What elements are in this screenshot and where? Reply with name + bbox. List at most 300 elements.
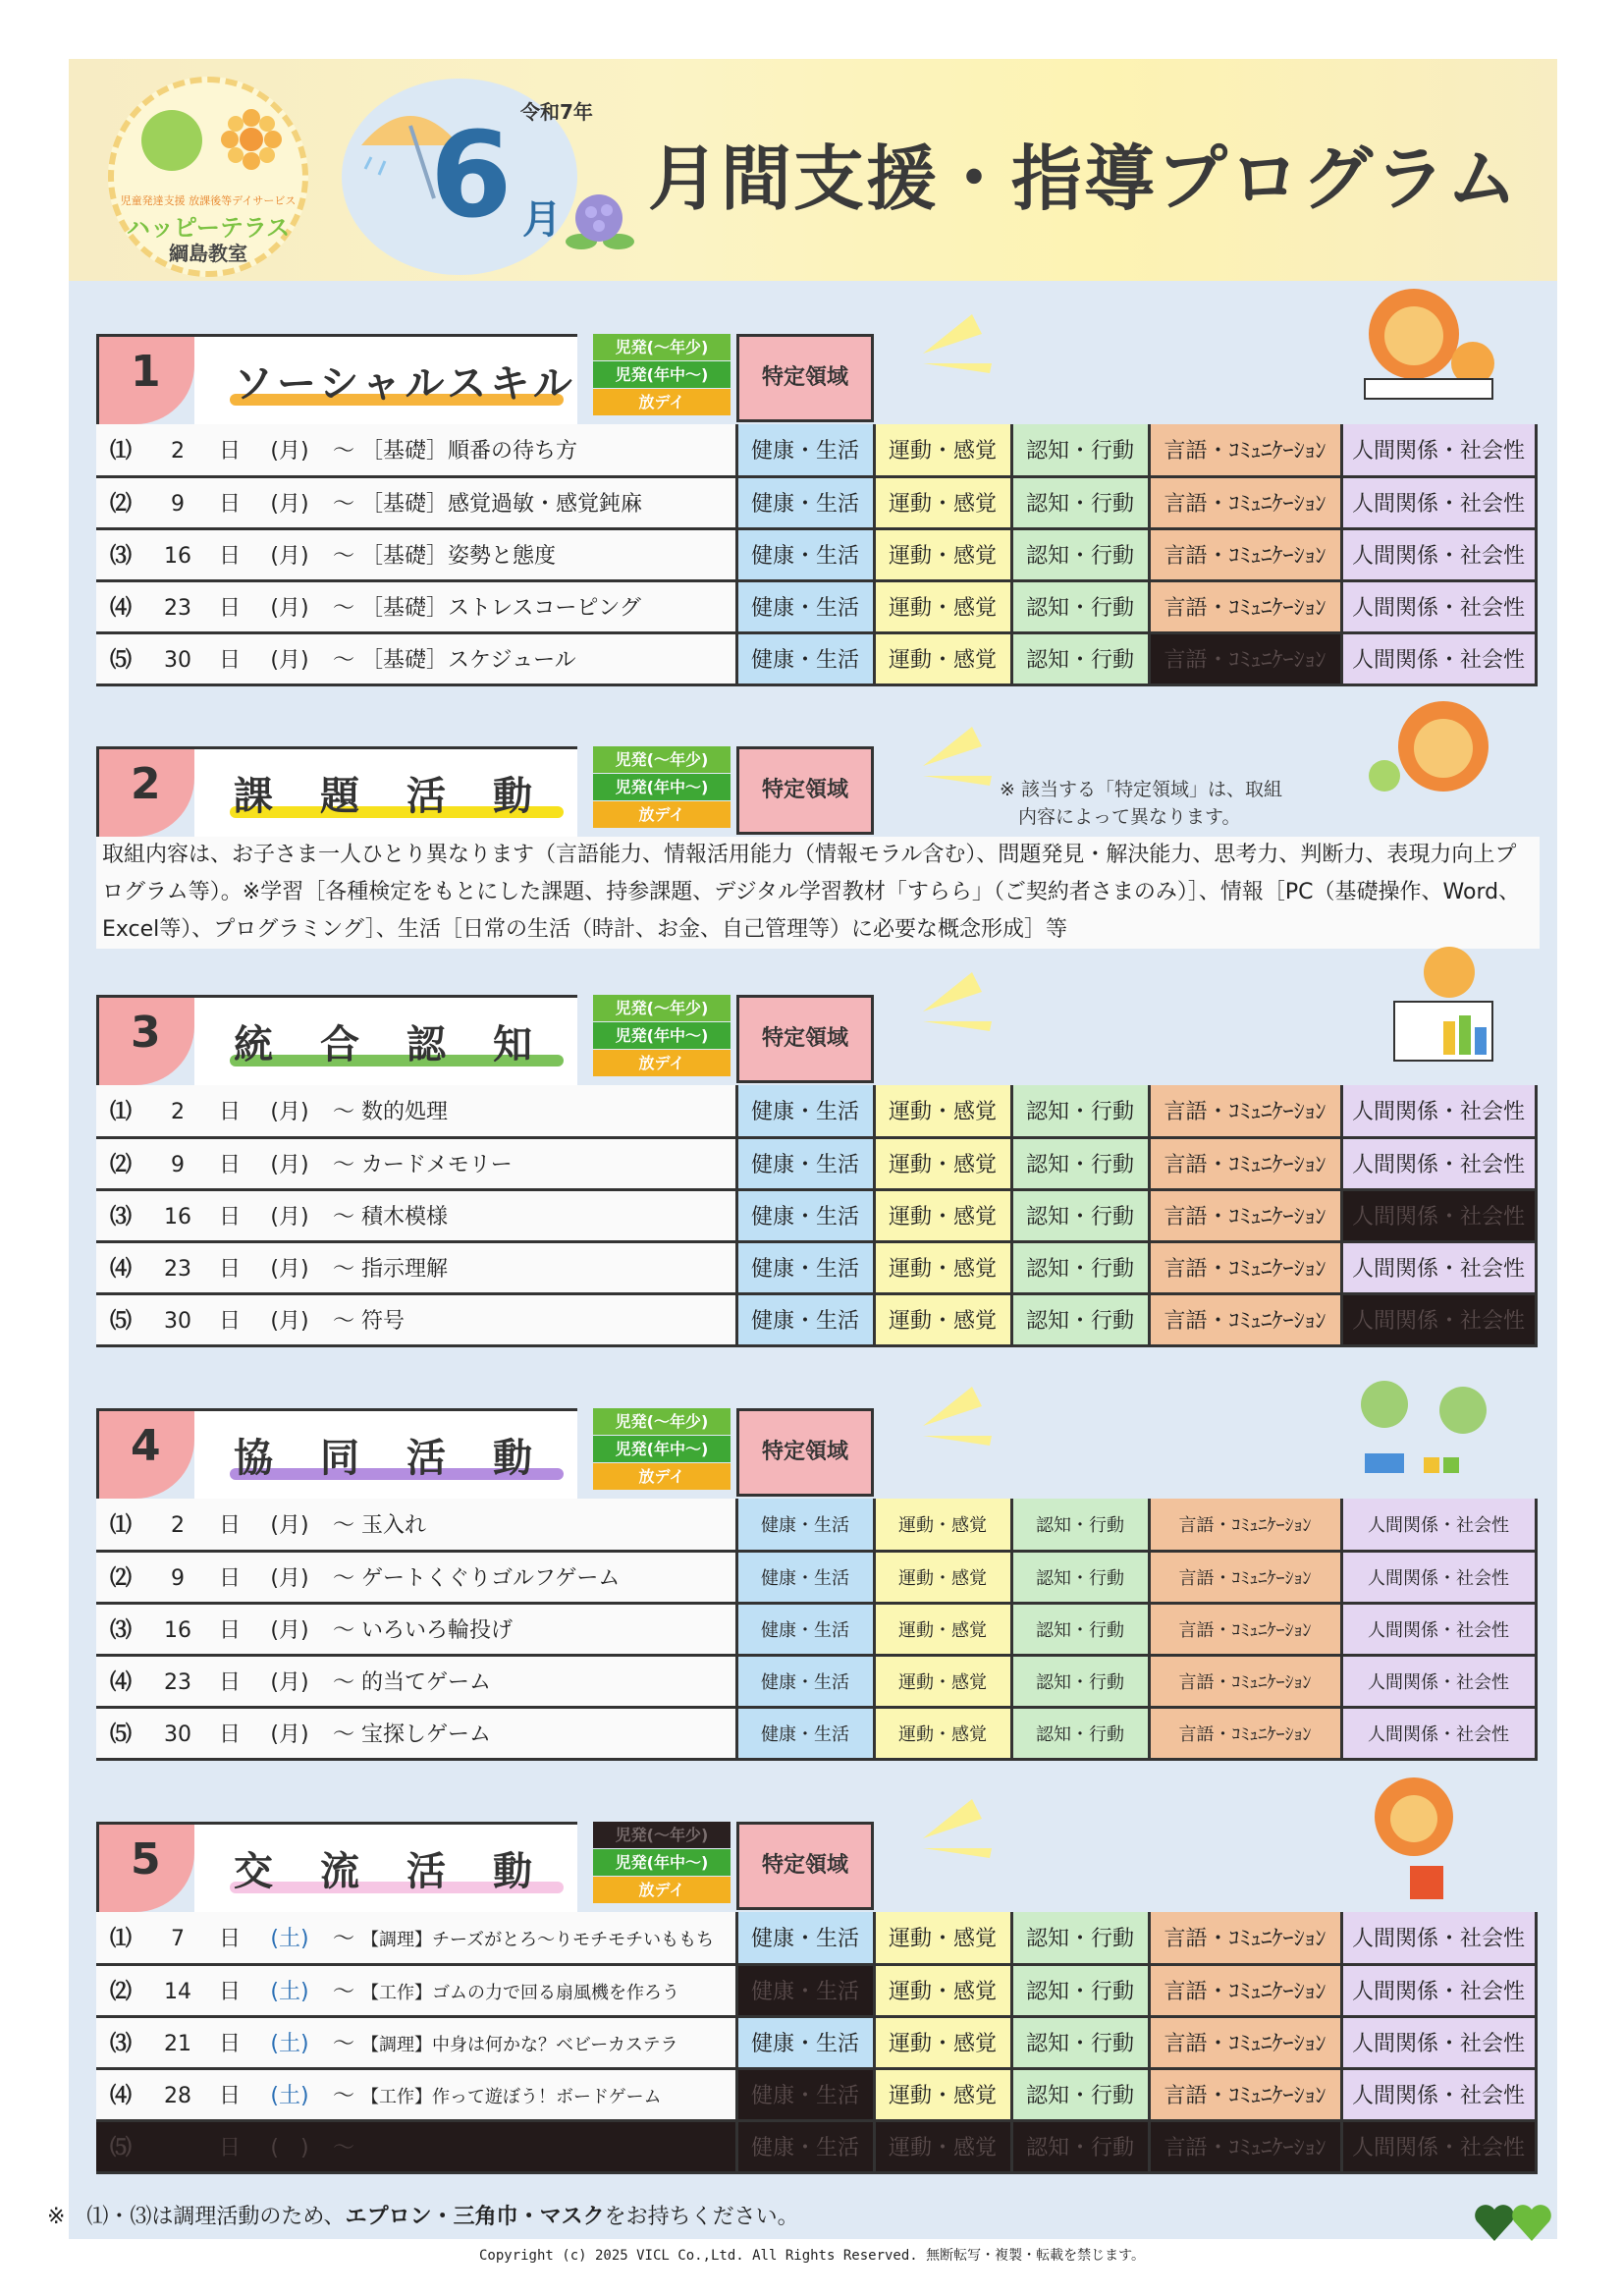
domain-cell: 健康・生活 <box>736 424 874 476</box>
sunburst-icon <box>913 304 1001 393</box>
section-title: 統 合 認 知 <box>234 1022 536 1067</box>
row-weekday: ( ) <box>270 2136 309 2160</box>
lion-cube-icon <box>1355 1768 1512 1905</box>
section-number-tab: 4 <box>96 1408 194 1499</box>
row-day: 2 <box>171 1100 185 1125</box>
smile-icon <box>141 110 202 171</box>
domain-cell: 運動・感覚 <box>874 1707 1011 1759</box>
row-day-suffix: 日 <box>218 1980 241 2004</box>
hearts-icon <box>1473 2198 1561 2247</box>
tag-jihatsu-older: 児発(年中〜) <box>593 774 731 800</box>
row-label <box>96 528 736 580</box>
row-tilde: 〜 <box>332 1513 354 1539</box>
domain-cell: 運動・感覚 <box>874 1655 1011 1707</box>
row-label <box>96 1499 736 1551</box>
row-index: ⑶ <box>110 544 133 569</box>
row-tilde: 〜 <box>332 1722 354 1747</box>
flower-icon <box>216 104 287 175</box>
age-tags <box>593 1408 731 1491</box>
row-label <box>96 580 736 632</box>
domain-cell: 認知・行動 <box>1011 2016 1149 2068</box>
domain-cell: 健康・生活 <box>736 2016 874 2068</box>
row-index: ⑷ <box>110 1257 133 1282</box>
domain-cell: 運動・感覚 <box>874 580 1011 632</box>
row-tilde: 〜 <box>332 1927 354 1952</box>
row-label <box>96 2016 736 2068</box>
row-day: 9 <box>171 1153 185 1177</box>
domain-header: 特定領域 <box>736 746 874 835</box>
domain-cell: 運動・感覚 <box>874 1964 1011 2016</box>
tag-jihatsu-older: 児発(年中〜) <box>593 1849 731 1876</box>
row-label <box>96 2120 736 2172</box>
domain-cell: 健康・生活 <box>736 2120 874 2172</box>
domain-cell: 運動・感覚 <box>874 1293 1011 1345</box>
tag-jihatsu-young: 児発(〜年少) <box>593 1408 731 1435</box>
row-index: ⑷ <box>110 2084 133 2108</box>
schedule-table <box>96 1085 1538 1347</box>
domain-cell: 言語・ｺﾐｭﾆｹｰｼｮﾝ <box>1149 1551 1341 1603</box>
domain-cell: 人間関係・社会性 <box>1341 2120 1536 2172</box>
row-weekday: (土) <box>270 1980 309 2004</box>
row-weekday: (月) <box>270 1722 309 1747</box>
row-content: いろいろ輪投げ <box>361 1618 514 1643</box>
row-day-suffix: 日 <box>218 1566 241 1591</box>
row-index: ⑸ <box>110 648 133 673</box>
hamster-blocks-icon <box>1375 943 1512 1080</box>
table-row <box>96 1964 1536 2016</box>
row-tilde: 〜 <box>332 1566 354 1591</box>
row-day: 28 <box>164 2084 191 2108</box>
row-content: 【工作】ゴムの力で回る扇風機を作ろう <box>361 1983 679 2003</box>
row-weekday: (月) <box>270 1309 309 1334</box>
row-content: 宝探しゲーム <box>361 1722 492 1747</box>
row-weekday: (月) <box>270 544 309 569</box>
domain-cell: 認知・行動 <box>1011 580 1149 632</box>
domain-cell: 運動・感覚 <box>874 1189 1011 1241</box>
age-tags <box>593 746 731 829</box>
domain-cell: 認知・行動 <box>1011 1603 1149 1655</box>
table-row <box>96 476 1536 528</box>
domain-cell: 人間関係・社会性 <box>1341 1293 1536 1345</box>
sunburst-icon <box>913 962 1001 1051</box>
domain-cell: 運動・感覚 <box>874 1912 1011 1964</box>
domain-cell: 人間関係・社会性 <box>1341 1964 1536 2016</box>
domain-cell: 認知・行動 <box>1011 476 1149 528</box>
age-tags <box>593 334 731 416</box>
domain-cell: 健康・生活 <box>736 1137 874 1189</box>
domain-cell: 健康・生活 <box>736 1293 874 1345</box>
domain-cell: 認知・行動 <box>1011 1241 1149 1293</box>
row-day-suffix: 日 <box>218 1205 241 1230</box>
age-tags <box>593 1822 731 1904</box>
row-content: 的当てゲーム <box>361 1670 492 1695</box>
domain-header: 特定領域 <box>736 1408 874 1497</box>
row-day-suffix: 日 <box>218 1153 241 1177</box>
domain-cell: 言語・ｺﾐｭﾆｹｰｼｮﾝ <box>1149 1137 1341 1189</box>
row-index: ⑴ <box>110 1513 133 1539</box>
row-tilde: 〜 <box>332 1618 354 1643</box>
row-index: ⑶ <box>110 1618 133 1643</box>
row-tilde: 〜 <box>332 1257 354 1282</box>
domain-cell: 言語・ｺﾐｭﾆｹｰｼｮﾝ <box>1149 1499 1341 1551</box>
row-day-suffix: 日 <box>218 2032 241 2056</box>
row-day: 9 <box>171 1566 185 1591</box>
row-day-suffix: 日 <box>218 1927 241 1952</box>
tag-jihatsu-older: 児発(年中〜) <box>593 1022 731 1049</box>
row-index: ⑵ <box>110 1153 133 1177</box>
row-index: ⑵ <box>110 1566 133 1591</box>
row-index: ⑶ <box>110 2032 133 2056</box>
table-row <box>96 528 1536 580</box>
row-label <box>96 1603 736 1655</box>
domain-cell: 人間関係・社会性 <box>1341 1499 1536 1551</box>
row-weekday: (土) <box>270 1927 309 1952</box>
row-day: 21 <box>164 2032 191 2056</box>
row-weekday: (月) <box>270 1205 309 1230</box>
domain-cell: 認知・行動 <box>1011 1499 1149 1551</box>
row-day: 9 <box>171 492 185 517</box>
tag-jihatsu-older: 児発(年中〜) <box>593 1436 731 1462</box>
domain-cell: 言語・ｺﾐｭﾆｹｰｼｮﾝ <box>1149 1655 1341 1707</box>
section-exchange-activities <box>96 1822 1540 2160</box>
domain-cell: 人間関係・社会性 <box>1341 1655 1536 1707</box>
tag-houdei: 放デイ <box>593 1050 731 1076</box>
mouse-plant-icon <box>1345 1355 1512 1483</box>
row-content: 【調理】チーズがとろ〜りモチモチいももち <box>361 1930 715 1951</box>
section-title: 交 流 活 動 <box>234 1849 536 1894</box>
domain-cell: 健康・生活 <box>736 1499 874 1551</box>
page <box>69 59 1557 2239</box>
domain-cell: 健康・生活 <box>736 1707 874 1759</box>
domain-cell: 人間関係・社会性 <box>1341 2016 1536 2068</box>
row-day-suffix: 日 <box>218 1513 241 1539</box>
row-content: 数的処理 <box>361 1100 449 1125</box>
row-weekday: (月) <box>270 596 309 621</box>
section-title-box <box>194 746 577 837</box>
tag-jihatsu-young: 児発(〜年少) <box>593 1822 731 1848</box>
domain-cell: 健康・生活 <box>736 1085 874 1137</box>
domain-cell: 運動・感覚 <box>874 424 1011 476</box>
table-row <box>96 1293 1536 1345</box>
section-title-box <box>194 1408 577 1499</box>
domain-cell: 運動・感覚 <box>874 1551 1011 1603</box>
row-weekday: (月) <box>270 1566 309 1591</box>
domain-cell: 運動・感覚 <box>874 1137 1011 1189</box>
table-row <box>96 580 1536 632</box>
schedule-table <box>96 1499 1538 1761</box>
table-row <box>96 1241 1536 1293</box>
row-content: カードメモリー <box>361 1153 513 1177</box>
row-day: 7 <box>171 1927 185 1952</box>
row-day: 23 <box>164 1257 191 1282</box>
row-index: ⑵ <box>110 1980 133 2004</box>
row-day-suffix: 日 <box>218 1670 241 1695</box>
row-tilde: 〜 <box>332 1309 354 1334</box>
domain-cell: 言語・ｺﾐｭﾆｹｰｼｮﾝ <box>1149 1189 1341 1241</box>
section-number-tab: 3 <box>96 995 194 1085</box>
domain-cell: 認知・行動 <box>1011 528 1149 580</box>
domain-cell: 認知・行動 <box>1011 632 1149 684</box>
row-tilde: 〜 <box>332 1980 354 2004</box>
row-weekday: (月) <box>270 1153 309 1177</box>
row-index: ⑵ <box>110 492 133 517</box>
row-content: ゲートくぐりゴルフゲーム <box>361 1566 621 1591</box>
domain-cell: 運動・感覚 <box>874 2068 1011 2120</box>
row-day-suffix: 日 <box>218 492 241 517</box>
row-weekday: (土) <box>270 2032 309 2056</box>
domain-header: 特定領域 <box>736 995 874 1083</box>
row-content: 【工作】作って遊ぼう！ボードゲーム <box>361 2087 662 2107</box>
tag-jihatsu-young: 児発(〜年少) <box>593 746 731 773</box>
row-label <box>96 1189 736 1241</box>
domain-cell: 健康・生活 <box>736 1551 874 1603</box>
domain-cell: 言語・ｺﾐｭﾆｹｰｼｮﾝ <box>1149 1912 1341 1964</box>
table-row <box>96 1912 1536 1964</box>
domain-cell: 運動・感覚 <box>874 2016 1011 2068</box>
row-tilde: 〜 <box>332 1670 354 1695</box>
row-content: ［基礎］ストレスコーピング <box>361 596 641 621</box>
table-row <box>96 1085 1536 1137</box>
tag-houdei: 放デイ <box>593 389 731 415</box>
domain-cell: 運動・感覚 <box>874 2120 1011 2172</box>
domain-cell: 言語・ｺﾐｭﾆｹｰｼｮﾝ <box>1149 2068 1341 2120</box>
logo-room: 綱島教室 <box>169 242 247 265</box>
row-day-suffix: 日 <box>218 544 241 569</box>
domain-cell: 人間関係・社会性 <box>1341 1603 1536 1655</box>
row-tilde: 〜 <box>332 2084 354 2108</box>
domain-cell: 運動・感覚 <box>874 1085 1011 1137</box>
domain-cell: 人間関係・社会性 <box>1341 1189 1536 1241</box>
domain-cell: 健康・生活 <box>736 1655 874 1707</box>
domain-cell: 認知・行動 <box>1011 1655 1149 1707</box>
lion-mascot-icon <box>1355 697 1502 815</box>
row-label <box>96 1241 736 1293</box>
domain-cell: 認知・行動 <box>1011 1293 1149 1345</box>
domain-cell: 言語・ｺﾐｭﾆｹｰｼｮﾝ <box>1149 1707 1341 1759</box>
domain-cell: 言語・ｺﾐｭﾆｹｰｼｮﾝ <box>1149 632 1341 684</box>
domain-cell: 認知・行動 <box>1011 424 1149 476</box>
section-social-skills <box>96 334 1540 673</box>
domain-cell: 人間関係・社会性 <box>1341 1551 1536 1603</box>
domain-cell: 認知・行動 <box>1011 1189 1149 1241</box>
row-content: 玉入れ <box>361 1513 427 1539</box>
header-banner <box>69 59 1557 281</box>
lion-mascot-icon <box>1355 285 1502 403</box>
domain-cell: 健康・生活 <box>736 476 874 528</box>
section-title: 協 同 活 動 <box>234 1436 536 1481</box>
row-label <box>96 1655 736 1707</box>
table-row <box>96 424 1536 476</box>
row-content: ［基礎］姿勢と態度 <box>361 544 557 569</box>
table-row <box>96 1189 1536 1241</box>
domain-cell: 人間関係・社会性 <box>1341 476 1536 528</box>
row-day: 16 <box>164 544 191 569</box>
row-content: 積木模様 <box>361 1205 449 1230</box>
row-day: 16 <box>164 1618 191 1643</box>
section-title: ソーシャルスキル <box>234 361 576 407</box>
row-index: ⑶ <box>110 1205 133 1230</box>
domain-cell: 健康・生活 <box>736 632 874 684</box>
row-day: 16 <box>164 1205 191 1230</box>
domain-header: 特定領域 <box>736 334 874 422</box>
table-row <box>96 1655 1536 1707</box>
domain-cell: 人間関係・社会性 <box>1341 1241 1536 1293</box>
row-content: 【調理】中身は何かな？ベビーカステラ <box>361 2035 678 2055</box>
table-row <box>96 2120 1536 2172</box>
table-row <box>96 1603 1536 1655</box>
row-day-suffix: 日 <box>218 1618 241 1643</box>
section-number-tab: 1 <box>96 334 194 424</box>
page-title: 月間支援・指導プログラム <box>648 137 1520 220</box>
row-weekday: (月) <box>270 439 309 465</box>
row-tilde: 〜 <box>332 1100 354 1125</box>
domain-cell: 健康・生活 <box>736 528 874 580</box>
domain-note: ※ 該当する「特定領域」は、取組 内容によって異なります。 <box>1000 779 1282 828</box>
section-number-tab: 2 <box>96 746 194 837</box>
row-label <box>96 1912 736 1964</box>
tag-houdei: 放デイ <box>593 801 731 828</box>
domain-cell: 言語・ｺﾐｭﾆｹｰｼｮﾝ <box>1149 1241 1341 1293</box>
row-index: ⑸ <box>110 1722 133 1747</box>
sunburst-icon <box>913 1789 1001 1878</box>
domain-cell: 人間関係・社会性 <box>1341 1707 1536 1759</box>
domain-cell: 健康・生活 <box>736 1964 874 2016</box>
row-tilde: 〜 <box>332 648 354 673</box>
row-tilde: 〜 <box>332 1205 354 1230</box>
section-title: 課 題 活 動 <box>234 774 536 819</box>
row-label <box>96 2068 736 2120</box>
domain-header: 特定領域 <box>736 1822 874 1910</box>
table-row <box>96 1499 1536 1551</box>
row-day: 30 <box>164 1722 191 1747</box>
domain-cell: 認知・行動 <box>1011 2068 1149 2120</box>
domain-cell: 認知・行動 <box>1011 1964 1149 2016</box>
row-index: ⑴ <box>110 1100 133 1125</box>
row-weekday: (月) <box>270 1257 309 1282</box>
row-label <box>96 1085 736 1137</box>
row-tilde: 〜 <box>332 544 354 569</box>
domain-cell: 人間関係・社会性 <box>1341 580 1536 632</box>
domain-cell: 言語・ｺﾐｭﾆｹｰｼｮﾝ <box>1149 1293 1341 1345</box>
row-day-suffix: 日 <box>218 2084 241 2108</box>
domain-cell: 人間関係・社会性 <box>1341 424 1536 476</box>
domain-cell: 人間関係・社会性 <box>1341 632 1536 684</box>
month-unit: 月 <box>522 197 562 243</box>
era-label: 令和7年 <box>520 100 593 124</box>
domain-cell: 言語・ｺﾐｭﾆｹｰｼｮﾝ <box>1149 2120 1341 2172</box>
section-title-box <box>194 995 577 1085</box>
row-content: ［基礎］感覚過敏・感覚鈍麻 <box>361 492 643 517</box>
row-weekday: (月) <box>270 1618 309 1643</box>
row-index: ⑷ <box>110 1670 133 1695</box>
domain-cell: 健康・生活 <box>736 1912 874 1964</box>
row-tilde: 〜 <box>332 2136 354 2160</box>
row-tilde: 〜 <box>332 492 354 517</box>
row-tilde: 〜 <box>332 2032 354 2056</box>
domain-cell: 言語・ｺﾐｭﾆｹｰｼｮﾝ <box>1149 580 1341 632</box>
row-index: ⑸ <box>110 2136 133 2160</box>
row-weekday: (月) <box>270 648 309 673</box>
domain-cell: 人間関係・社会性 <box>1341 2068 1536 2120</box>
domain-cell: 言語・ｺﾐｭﾆｹｰｼｮﾝ <box>1149 1603 1341 1655</box>
row-tilde: 〜 <box>332 439 354 465</box>
domain-cell: 言語・ｺﾐｭﾆｹｰｼｮﾝ <box>1149 528 1341 580</box>
row-weekday: (土) <box>270 2084 309 2108</box>
domain-cell: 言語・ｺﾐｭﾆｹｰｼｮﾝ <box>1149 476 1341 528</box>
sunburst-icon <box>913 717 1001 805</box>
domain-cell: 健康・生活 <box>736 580 874 632</box>
task-description: 取組内容は、お子さま一人ひとり異なります（言語能力、情報活用能力（情報モラル含む）、問題発見・解決能力、思考力、判断力、表現力向上プログラム等）。※学習［各種検定をもとにした課題、持参課題、デジタル学習教材「すらら」（ご契約者さまのみ）］、情報［PC（基礎操作、Word、Excel等）、プログラミング］、生活［日常の生活（時計、お金、自己管理等）に必要な概念形成］等 <box>96 837 1540 949</box>
domain-cell: 認知・行動 <box>1011 1137 1149 1189</box>
domain-cell: 健康・生活 <box>736 1241 874 1293</box>
row-label <box>96 424 736 476</box>
row-tilde: 〜 <box>332 1153 354 1177</box>
row-day-suffix: 日 <box>218 1100 241 1125</box>
domain-cell: 認知・行動 <box>1011 1085 1149 1137</box>
domain-cell: 運動・感覚 <box>874 1603 1011 1655</box>
row-day-suffix: 日 <box>218 596 241 621</box>
row-index: ⑸ <box>110 1309 133 1334</box>
row-label <box>96 632 736 684</box>
row-content: ［基礎］順番の待ち方 <box>361 439 578 465</box>
domain-cell: 認知・行動 <box>1011 1707 1149 1759</box>
logo <box>108 77 308 277</box>
row-label <box>96 1293 736 1345</box>
row-index: ⑴ <box>110 439 133 465</box>
logo-subtitle: 児童発達支援 放課後等デイサービス <box>120 194 297 207</box>
table-row <box>96 1551 1536 1603</box>
row-tilde: 〜 <box>332 596 354 621</box>
domain-cell: 健康・生活 <box>736 2068 874 2120</box>
table-row <box>96 1137 1536 1189</box>
row-content: 符号 <box>361 1309 406 1334</box>
row-day-suffix: 日 <box>218 2136 241 2160</box>
schedule-table <box>96 1912 1538 2174</box>
domain-cell: 運動・感覚 <box>874 1241 1011 1293</box>
domain-cell: 運動・感覚 <box>874 1499 1011 1551</box>
domain-cell: 言語・ｺﾐｭﾆｹｰｼｮﾝ <box>1149 2016 1341 2068</box>
domain-cell: 言語・ｺﾐｭﾆｹｰｼｮﾝ <box>1149 1085 1341 1137</box>
domain-cell: 運動・感覚 <box>874 632 1011 684</box>
section-number-tab: 5 <box>96 1822 194 1912</box>
row-weekday: (月) <box>270 1513 309 1539</box>
domain-cell: 健康・生活 <box>736 1189 874 1241</box>
row-day: 14 <box>164 1980 191 2004</box>
copyright: Copyright (c) 2025 VICL Co.,Ltd. All Rights Reserved. 無断転写・複製・転載を禁じます。 <box>478 2248 1146 2264</box>
row-label <box>96 476 736 528</box>
domain-cell: 認知・行動 <box>1011 2120 1149 2172</box>
row-day: 30 <box>164 648 191 673</box>
domain-cell: 認知・行動 <box>1011 1551 1149 1603</box>
section-integrated-cognition <box>96 995 1540 1334</box>
tag-houdei: 放デイ <box>593 1463 731 1490</box>
domain-cell: 運動・感覚 <box>874 528 1011 580</box>
row-day: 23 <box>164 596 191 621</box>
sunburst-icon <box>913 1377 1001 1465</box>
domain-cell: 認知・行動 <box>1011 1912 1149 1964</box>
table-row <box>96 632 1536 684</box>
tag-jihatsu-young: 児発(〜年少) <box>593 334 731 360</box>
logo-name: ハッピーテラス <box>126 214 291 242</box>
row-day-suffix: 日 <box>218 1309 241 1334</box>
row-label <box>96 1137 736 1189</box>
table-row <box>96 1707 1536 1759</box>
row-day: 2 <box>171 439 185 465</box>
tag-jihatsu-older: 児発(年中〜) <box>593 361 731 388</box>
row-content: 指示理解 <box>361 1257 449 1282</box>
row-day: 23 <box>164 1670 191 1695</box>
row-day-suffix: 日 <box>218 1722 241 1747</box>
